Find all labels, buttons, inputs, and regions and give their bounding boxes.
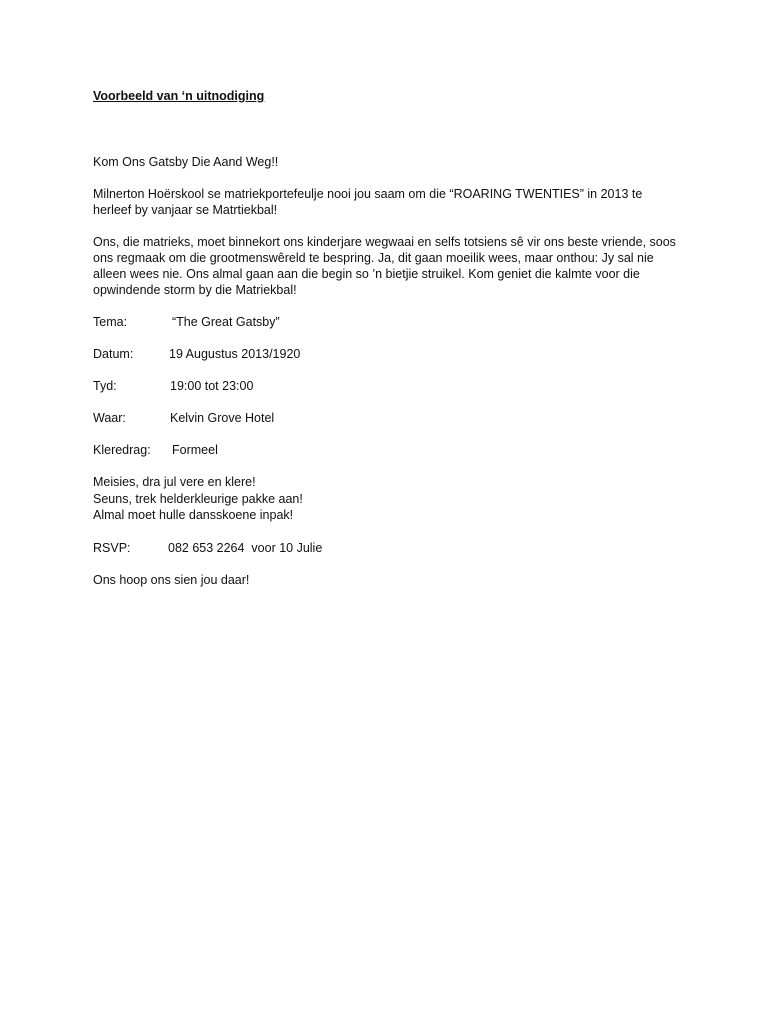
datum-value: 19 Augustus 2013/1920 <box>169 347 301 361</box>
document-body <box>93 88 683 588</box>
paragraph-invitation-text: Milnerton Hoërskool se matriekportefeulje nooi jou saam om die “ROARING TWENTIES” in 2013 te herleef by vanjaar se Matrtiekbal! <box>93 187 643 217</box>
detail-row-waar <box>93 410 683 426</box>
tema-label: Tema: <box>93 315 128 329</box>
kleredrag-label: Kleredrag: <box>93 443 151 457</box>
kleredrag-value: Formeel <box>172 443 218 457</box>
intro-line: Kom Ons Gatsby Die Aand Weg!! <box>93 155 279 169</box>
detail-row-tyd <box>93 378 683 394</box>
waar-label: Waar: <box>93 411 126 425</box>
rsvp-value: 082 653 2264 voor 10 Julie <box>168 540 323 555</box>
dress-code-lines <box>93 474 683 524</box>
paragraph-matrieks-text: Ons, die matrieks, moet binnekort ons kinderjare wegwaai en selfs totsiens sê vir ons beste vriende, soos ons regmaak om die grootmenswêreld te bespring. Ja, dit gaan moeilik wees, maar onthou: Jy sal nie alleen wees nie. Ons almal gaan aan die begin so ’n bietjie struikel. Kom geniet die kalmte voor die opwindende storm by die Matriekbal! <box>93 235 676 297</box>
datum-label: Datum: <box>93 347 134 361</box>
tyd-label: Tyd: <box>93 379 117 393</box>
dress-line-almal: Almal moet hulle dansskoene inpak! <box>93 508 294 522</box>
document-heading: Voorbeeld van ‘n uitnodiging <box>93 89 265 103</box>
closing-line: Ons hoop ons sien jou daar! <box>93 572 250 587</box>
paragraph-invitation <box>93 186 683 218</box>
detail-row-datum <box>93 346 683 362</box>
detail-row-tema <box>93 314 683 330</box>
detail-row-kleredrag <box>93 442 683 458</box>
detail-row-rsvp <box>93 540 683 556</box>
dress-line-meisies: Meisies, dra jul vere en klere! <box>93 475 256 489</box>
tyd-value: 19:00 tot 23:00 <box>170 379 254 393</box>
dress-line-seuns: Seuns, trek helderkleurige pakke aan! <box>93 491 303 506</box>
waar-value: Kelvin Grove Hotel <box>170 411 275 425</box>
paragraph-matrieks <box>93 234 683 298</box>
rsvp-label: RSVP: <box>93 540 131 555</box>
tema-value: “The Great Gatsby” <box>172 315 280 329</box>
